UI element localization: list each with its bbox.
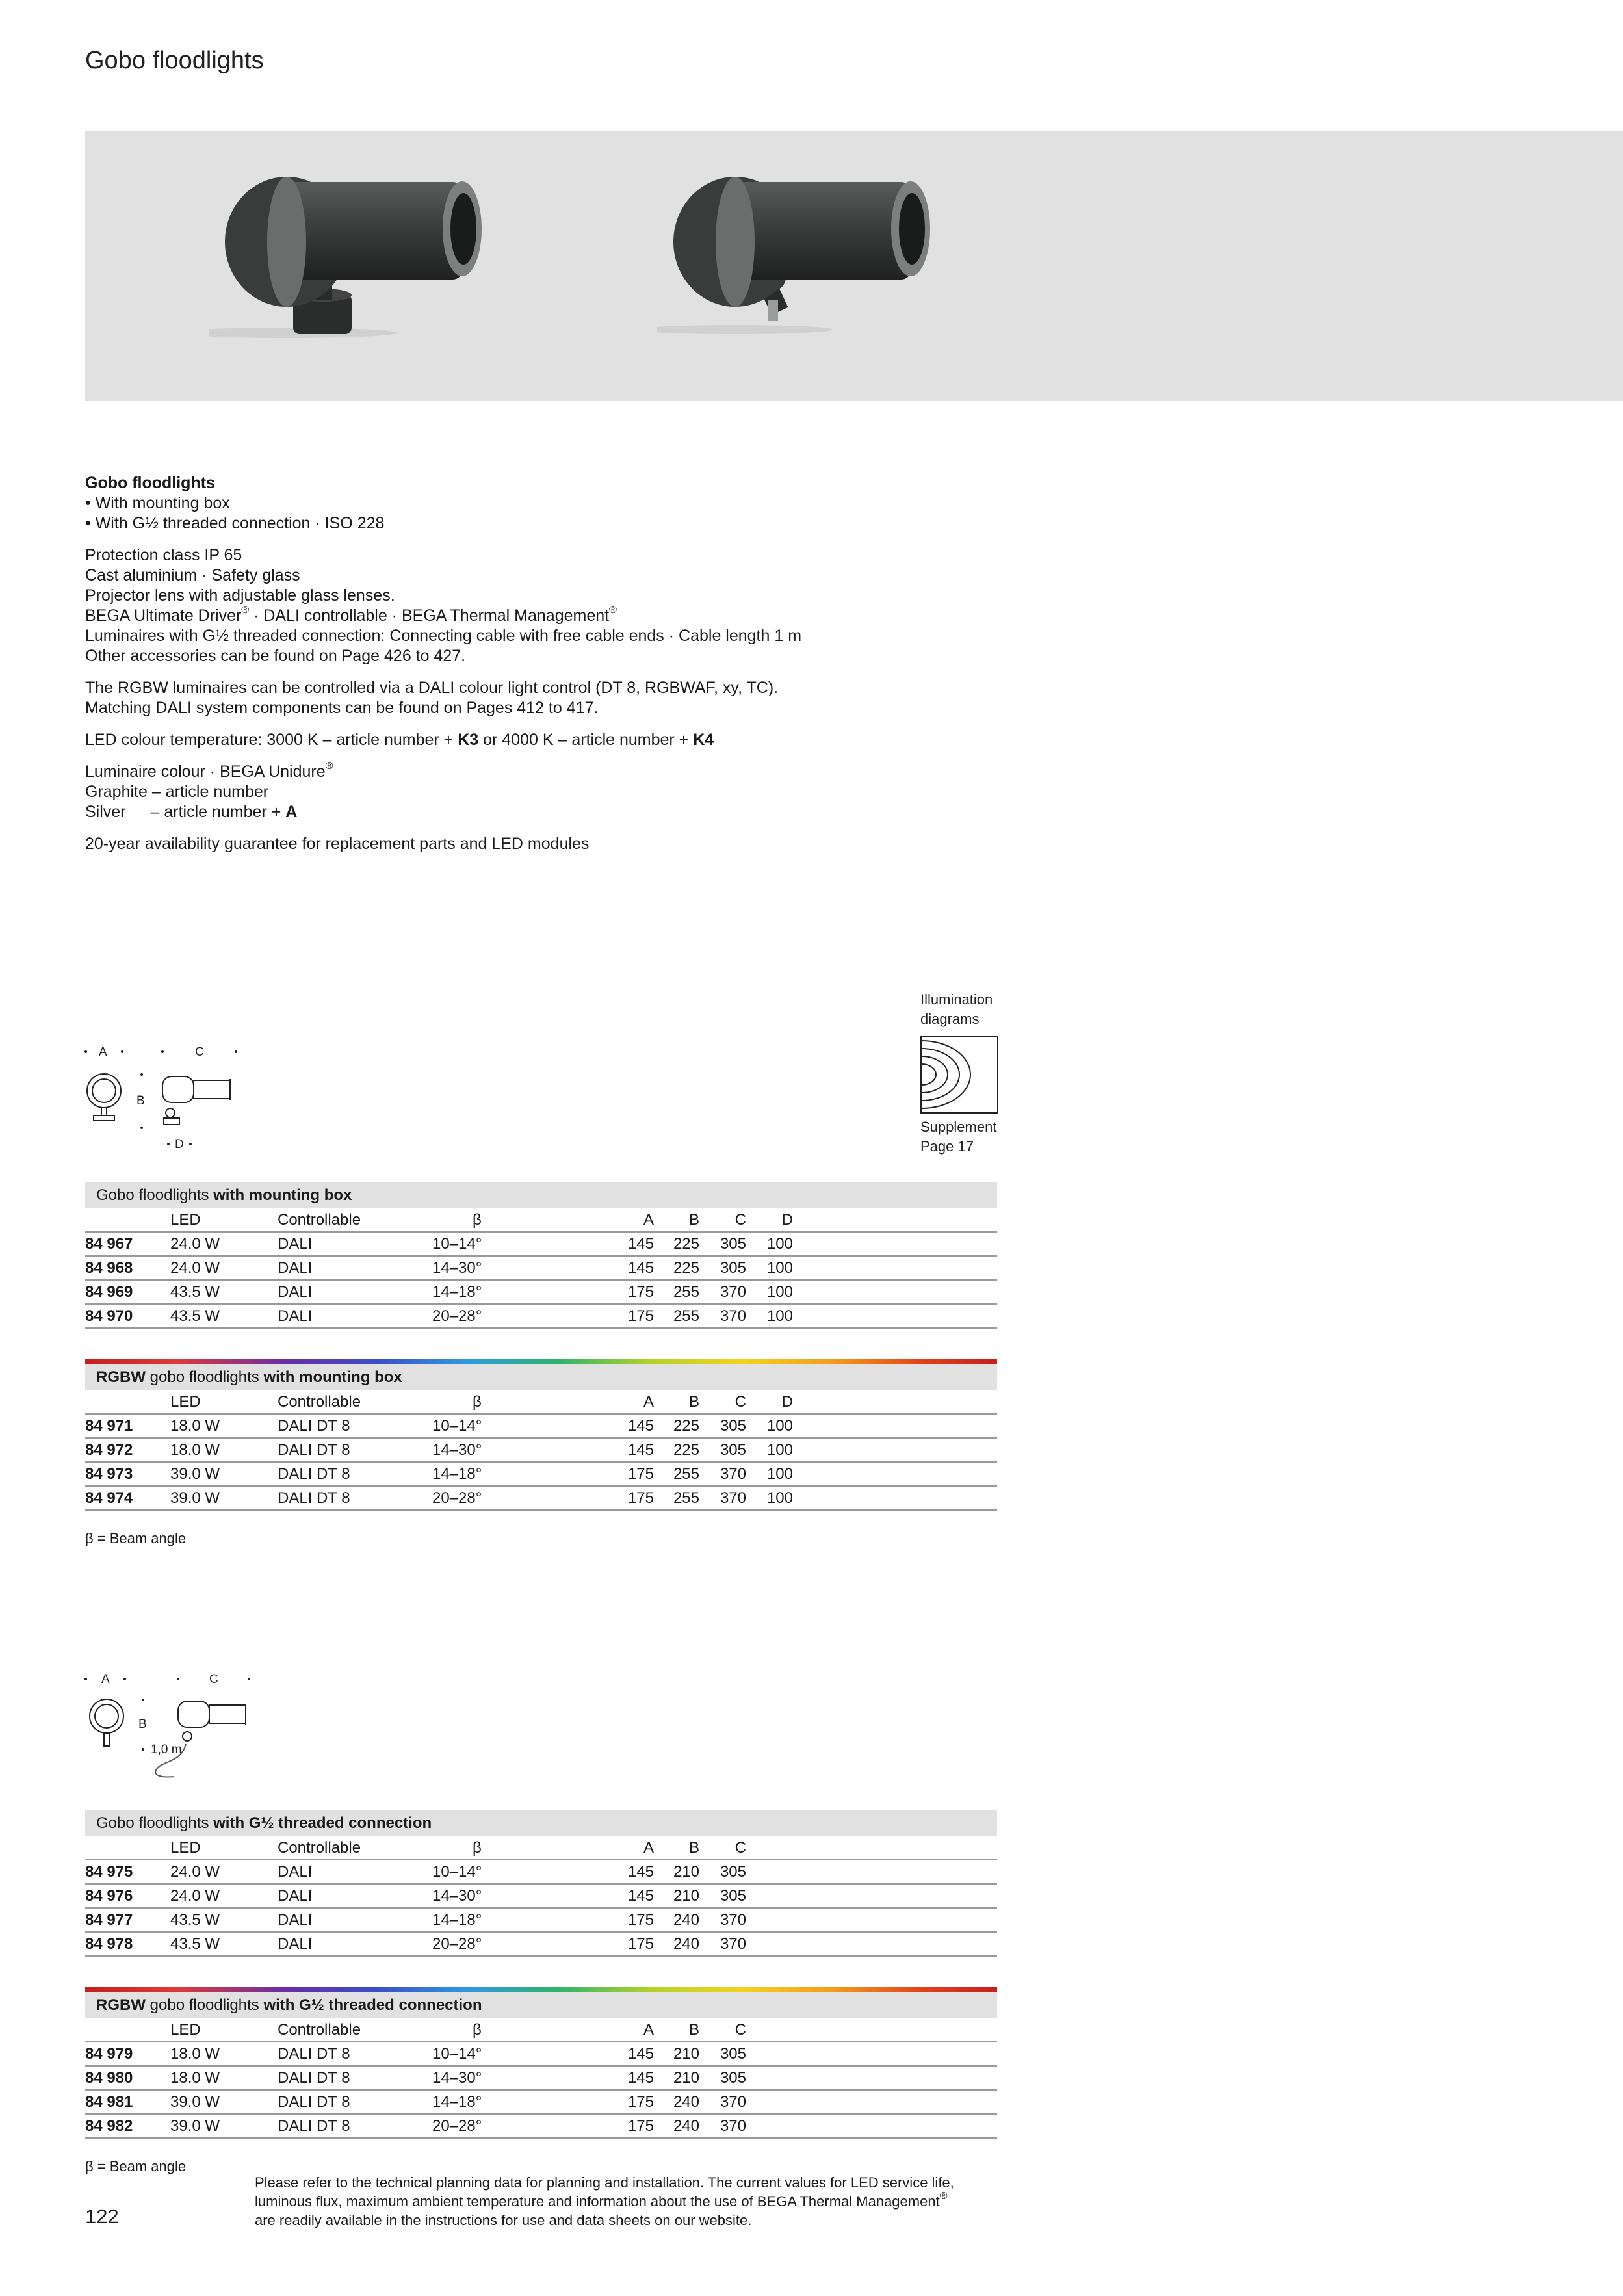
dimension-C: 305	[720, 2045, 746, 2063]
dimension-C: 370	[720, 1465, 746, 1483]
led-wattage: 39.0 W	[170, 1465, 220, 1483]
control-type: DALI DT 8	[278, 2093, 350, 2111]
control-type: DALI DT 8	[278, 1417, 350, 1435]
dimension-C: 370	[720, 2117, 746, 2135]
table-title-suffix: with mounting box	[263, 1368, 402, 1386]
control-type: DALI DT 8	[278, 1489, 350, 1507]
dimension-B: 225	[673, 1417, 699, 1435]
col-header-controllable: Controllable	[278, 1839, 361, 1857]
table-row	[85, 2042, 997, 2067]
table-title-prefix: gobo floodlights	[145, 1996, 264, 2014]
table-title-rgbw: RGBW	[96, 1368, 146, 1386]
beam-angle: 14–30°	[432, 1887, 482, 1905]
col-header-C: C	[734, 1211, 746, 1229]
beam-angle: 14–18°	[432, 1283, 482, 1301]
table-row	[85, 1305, 997, 1329]
article-number: 84 973	[85, 1465, 133, 1483]
dimension-drawing-threaded-connection	[83, 1666, 272, 1796]
dimension-C: 305	[720, 1235, 746, 1253]
col-header-A: A	[643, 2021, 654, 2039]
dimension-C: 305	[720, 1863, 746, 1881]
control-type: DALI	[278, 1235, 313, 1253]
dimension-B: 240	[673, 1935, 699, 1953]
table-title-rgbw: RGBW	[96, 1996, 146, 2014]
col-header-controllable: Controllable	[278, 1393, 361, 1411]
dimension-A: 145	[627, 2045, 654, 2063]
col-header-beta: β	[473, 1839, 482, 1857]
dimension-C: 370	[720, 1489, 746, 1507]
control-type: DALI DT 8	[278, 2117, 350, 2135]
dimension-C: 370	[720, 2093, 746, 2111]
dimension-A: 175	[627, 1283, 654, 1301]
control-type: DALI DT 8	[278, 2069, 350, 2087]
table-title-prefix: Gobo floodlights	[96, 1814, 214, 1832]
dimension-A: 175	[627, 1935, 654, 1953]
article-number: 84 981	[85, 2093, 133, 2111]
article-number: 84 975	[85, 1863, 133, 1881]
dimension-D: 100	[766, 1235, 793, 1253]
dimension-A: 145	[627, 1863, 654, 1881]
col-header-beta: β	[473, 2021, 482, 2039]
supplement-page: Page 17	[920, 1138, 974, 1155]
dimension-C: 370	[720, 1307, 746, 1325]
illumination-label-1: Illumination	[920, 991, 993, 1008]
col-header-beta: β	[473, 1211, 482, 1229]
floodlight-threaded-connection-image	[657, 170, 1047, 378]
product-photo-banner	[85, 131, 1623, 401]
table-row	[85, 1487, 997, 1511]
table-title-suffix: with G½ threaded connection	[263, 1996, 482, 2014]
beam-angle: 14–18°	[432, 1911, 482, 1929]
beam-angle: 10–14°	[432, 1417, 482, 1435]
dimension-B: 255	[673, 1283, 699, 1301]
beam-angle: 20–28°	[432, 2117, 482, 2135]
control-type: DALI DT 8	[278, 2045, 350, 2063]
dimension-B: 225	[673, 1441, 699, 1459]
table-title	[85, 1810, 997, 1836]
beam-angle: 14–30°	[432, 1441, 482, 1459]
dimension-B: 225	[673, 1259, 699, 1277]
table-title	[85, 1992, 997, 2018]
luminaire-colour-heading: Luminaire colour · BEGA Unidure®	[85, 761, 333, 781]
beam-angle: 10–14°	[432, 1863, 482, 1881]
availability-guarantee: 20-year availability guarantee for replacement parts and LED modules	[85, 835, 590, 853]
dimension-A: 145	[627, 2069, 654, 2087]
table-row	[85, 2067, 997, 2091]
dim-label-C-2: C	[209, 1673, 218, 1686]
dimension-D: 100	[766, 1441, 793, 1459]
table-column-headers	[85, 1836, 997, 1860]
control-type: DALI	[278, 1283, 313, 1301]
beam-angle: 20–28°	[432, 1307, 482, 1325]
dimension-D: 100	[766, 1465, 793, 1483]
dimension-A: 145	[627, 1235, 654, 1253]
dimension-C: 370	[720, 1283, 746, 1301]
col-header-led: LED	[170, 1393, 201, 1411]
dimension-B: 240	[673, 2117, 699, 2135]
product-description	[85, 473, 995, 866]
beam-angle-note-2: β = Beam angle	[85, 2158, 187, 2174]
col-header-led: LED	[170, 1839, 201, 1857]
spec-driver: BEGA Ultimate Driver® · DALI controllable · BEGA Thermal Management®	[85, 605, 617, 625]
table-row	[85, 1415, 997, 1439]
col-header-D: D	[781, 1211, 793, 1229]
article-number: 84 977	[85, 1911, 133, 1929]
control-type: DALI	[278, 1863, 313, 1881]
illumination-diagram-icon	[920, 1036, 998, 1114]
article-number: 84 978	[85, 1935, 133, 1953]
led-wattage: 39.0 W	[170, 2093, 220, 2111]
dimension-A: 145	[627, 1441, 654, 1459]
dimension-drawing-mounting-box	[83, 1039, 259, 1156]
control-type: DALI DT 8	[278, 1441, 350, 1459]
beam-angle: 10–14°	[432, 2045, 482, 2063]
beam-angle: 10–14°	[432, 1235, 482, 1253]
dimension-B: 240	[673, 2093, 699, 2111]
article-number: 84 976	[85, 1887, 133, 1905]
article-number: 84 979	[85, 2045, 133, 2063]
table-row	[85, 1439, 997, 1463]
led-colour-temperature: LED colour temperature: 3000 K – article number + K3 or 4000 K – article number + K4	[85, 731, 714, 749]
page-title: Gobo floodlights	[85, 47, 264, 74]
dimension-A: 175	[627, 1307, 654, 1325]
control-type: DALI	[278, 1911, 313, 1929]
dimension-B: 255	[673, 1465, 699, 1483]
col-header-beta: β	[473, 1393, 482, 1411]
dimension-A: 145	[627, 1887, 654, 1905]
dim-label-B-2: B	[138, 1717, 147, 1731]
led-wattage: 18.0 W	[170, 2069, 220, 2087]
rgbw-control-text: The RGBW luminaires can be controlled via a DALI colour light control (DT 8, RGBWAF, xy, TC).	[85, 679, 779, 697]
led-wattage: 39.0 W	[170, 2117, 220, 2135]
control-type: DALI	[278, 1259, 313, 1277]
led-wattage: 24.0 W	[170, 1887, 220, 1905]
led-wattage: 24.0 W	[170, 1235, 220, 1253]
table-title-prefix: gobo floodlights	[145, 1368, 264, 1386]
dim-label-B: B	[136, 1094, 145, 1108]
dim-label-D: D	[175, 1138, 184, 1151]
led-wattage: 43.5 W	[170, 1283, 220, 1301]
col-header-controllable: Controllable	[278, 1211, 361, 1229]
article-number: 84 967	[85, 1235, 133, 1253]
table-row	[85, 1885, 997, 1909]
table-title-suffix: with G½ threaded connection	[213, 1814, 432, 1832]
table-gobo-mounting-box	[85, 1182, 997, 1329]
table-row	[85, 1281, 997, 1305]
dimension-B: 225	[673, 1235, 699, 1253]
dimension-D: 100	[766, 1283, 793, 1301]
col-header-A: A	[643, 1211, 654, 1229]
led-wattage: 43.5 W	[170, 1935, 220, 1953]
beam-angle: 14–30°	[432, 2069, 482, 2087]
dimension-D: 100	[766, 1489, 793, 1507]
colour-silver: Silver – article number + A	[85, 803, 298, 821]
spec-material: Cast aluminium · Safety glass	[85, 566, 300, 584]
dimension-C: 370	[720, 1911, 746, 1929]
control-type: DALI	[278, 1307, 313, 1325]
dimension-D: 100	[766, 1259, 793, 1277]
rgbw-colour-bar	[85, 1359, 997, 1364]
spec-protection: Protection class IP 65	[85, 546, 242, 564]
dimension-D: 100	[766, 1307, 793, 1325]
dimension-B: 210	[673, 1863, 699, 1881]
floodlight-mounting-box-image	[209, 170, 599, 378]
dimension-C: 305	[720, 1259, 746, 1277]
led-wattage: 18.0 W	[170, 2045, 220, 2063]
beam-angle: 14–30°	[432, 1259, 482, 1277]
spec-accessories: Other accessories can be found on Page 426 to 427.	[85, 647, 466, 665]
col-header-D: D	[781, 1393, 793, 1411]
control-type: DALI	[278, 1935, 313, 1953]
article-number: 84 971	[85, 1417, 133, 1435]
col-header-B: B	[688, 2021, 699, 2039]
led-wattage: 18.0 W	[170, 1417, 220, 1435]
dimension-B: 210	[673, 2045, 699, 2063]
spec-lens: Projector lens with adjustable glass lenses.	[85, 586, 395, 605]
dimension-B: 255	[673, 1489, 699, 1507]
article-number: 84 972	[85, 1441, 133, 1459]
article-number: 84 970	[85, 1307, 133, 1325]
page-number: 122	[85, 2205, 119, 2228]
bullet-threaded-connection: • With G½ threaded connection · ISO 228	[85, 514, 385, 532]
table-row	[85, 1860, 997, 1885]
led-wattage: 18.0 W	[170, 1441, 220, 1459]
dimension-A: 175	[627, 1465, 654, 1483]
beam-angle: 20–28°	[432, 1489, 482, 1507]
dimension-A: 175	[627, 1489, 654, 1507]
illumination-label-2: diagrams	[920, 1011, 980, 1027]
description-heading: Gobo floodlights	[85, 474, 215, 492]
cable-length-label: 1,0 m	[151, 1743, 182, 1756]
dimension-B: 210	[673, 1887, 699, 1905]
table-title-suffix: with mounting box	[213, 1186, 352, 1204]
colour-graphite: Graphite – article number	[85, 783, 269, 801]
led-wattage: 39.0 W	[170, 1489, 220, 1507]
dimension-C: 305	[720, 1887, 746, 1905]
dim-label-A: A	[99, 1045, 107, 1059]
beam-angle: 20–28°	[432, 1935, 482, 1953]
rgbw-colour-bar	[85, 1987, 997, 1992]
table-row	[85, 2091, 997, 2115]
dimension-A: 175	[627, 2093, 654, 2111]
dimension-B: 240	[673, 1911, 699, 1929]
col-header-B: B	[688, 1839, 699, 1857]
dimension-B: 210	[673, 2069, 699, 2087]
table-title	[85, 1364, 997, 1390]
dimension-A: 175	[627, 2117, 654, 2135]
table-row	[85, 1463, 997, 1487]
dimension-A: 145	[627, 1259, 654, 1277]
col-header-C: C	[734, 1839, 746, 1857]
supplement-label: Supplement	[920, 1119, 997, 1135]
dimension-D: 100	[766, 1417, 793, 1435]
table-row	[85, 2115, 997, 2139]
control-type: DALI DT 8	[278, 1465, 350, 1483]
article-number: 84 980	[85, 2069, 133, 2087]
table-column-headers	[85, 2018, 997, 2042]
table-column-headers	[85, 1208, 997, 1233]
col-header-C: C	[734, 2021, 746, 2039]
col-header-led: LED	[170, 2021, 201, 2039]
table-rgbw-mounting-box	[85, 1359, 997, 1511]
dimension-C: 305	[720, 2069, 746, 2087]
dimension-C: 305	[720, 1441, 746, 1459]
beam-angle: 14–18°	[432, 2093, 482, 2111]
footer-note: Please refer to the technical planning data for planning and installation. The current values for LED service life, luminous flux, maximum ambient temperature and information about the use of BEGA Thermal Management® are readily available in the instructions for use and data sheets on our website.	[255, 2174, 954, 2228]
article-number: 84 974	[85, 1489, 133, 1507]
dimension-C: 305	[720, 1417, 746, 1435]
table-row	[85, 1233, 997, 1257]
col-header-B: B	[688, 1211, 699, 1229]
dim-label-A-2: A	[101, 1673, 110, 1686]
dimension-B: 255	[673, 1307, 699, 1325]
led-wattage: 43.5 W	[170, 1307, 220, 1325]
control-type: DALI	[278, 1887, 313, 1905]
beam-angle-note-1: β = Beam angle	[85, 1530, 187, 1546]
led-wattage: 24.0 W	[170, 1863, 220, 1881]
article-number: 84 968	[85, 1259, 133, 1277]
table-row	[85, 1909, 997, 1933]
dim-label-C: C	[195, 1045, 204, 1059]
table-title	[85, 1182, 997, 1208]
col-header-C: C	[734, 1393, 746, 1411]
col-header-A: A	[643, 1393, 654, 1411]
col-header-B: B	[688, 1393, 699, 1411]
col-header-controllable: Controllable	[278, 2021, 361, 2039]
table-column-headers	[85, 1390, 997, 1415]
dimension-C: 370	[720, 1935, 746, 1953]
col-header-A: A	[643, 1839, 654, 1857]
bullet-mounting-box: • With mounting box	[85, 494, 230, 512]
table-rgbw-threaded	[85, 1987, 997, 2139]
led-wattage: 24.0 W	[170, 1259, 220, 1277]
beam-angle: 14–18°	[432, 1465, 482, 1483]
table-row	[85, 1933, 997, 1957]
table-gobo-threaded	[85, 1810, 997, 1957]
dimension-A: 145	[627, 1417, 654, 1435]
table-row	[85, 1257, 997, 1281]
spec-cable: Luminaires with G½ threaded connection: Connecting cable with free cable ends · Cable length 1 m	[85, 627, 802, 645]
dali-components-text: Matching DALI system components can be found on Pages 412 to 417.	[85, 699, 599, 717]
led-wattage: 43.5 W	[170, 1911, 220, 1929]
article-number: 84 969	[85, 1283, 133, 1301]
table-title-prefix: Gobo floodlights	[96, 1186, 214, 1204]
dimension-A: 175	[627, 1911, 654, 1929]
col-header-led: LED	[170, 1211, 201, 1229]
illumination-diagrams	[920, 990, 1050, 1156]
article-number: 84 982	[85, 2117, 133, 2135]
